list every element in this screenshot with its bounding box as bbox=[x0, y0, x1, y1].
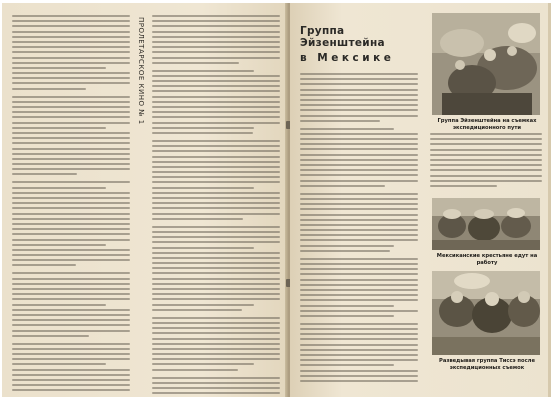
text-line bbox=[152, 278, 280, 280]
text-line bbox=[152, 197, 280, 199]
text-line bbox=[12, 324, 130, 326]
text-line bbox=[300, 115, 418, 117]
text-line bbox=[12, 223, 130, 225]
magazine-spread bbox=[2, 3, 551, 397]
text-line bbox=[152, 231, 280, 233]
text-line bbox=[300, 214, 418, 216]
text-line bbox=[300, 73, 418, 75]
text-line bbox=[300, 193, 418, 195]
text-line bbox=[152, 272, 280, 274]
text-line bbox=[12, 153, 130, 155]
text-line bbox=[12, 67, 106, 69]
right-page bbox=[290, 3, 551, 397]
text-line bbox=[152, 41, 280, 43]
text-line bbox=[152, 122, 280, 124]
text-line bbox=[12, 51, 130, 53]
text-line bbox=[152, 111, 280, 113]
text-line bbox=[300, 245, 394, 247]
text-line bbox=[12, 192, 130, 194]
text-line bbox=[12, 116, 130, 118]
text-line bbox=[12, 111, 130, 113]
text-line bbox=[152, 207, 280, 209]
text-line bbox=[152, 304, 254, 306]
text-line bbox=[152, 293, 280, 295]
text-line bbox=[430, 138, 542, 140]
text-line bbox=[12, 77, 130, 79]
text-line bbox=[300, 354, 418, 356]
text-line bbox=[300, 234, 418, 236]
text-line bbox=[12, 314, 130, 316]
text-line bbox=[152, 156, 280, 158]
text-line bbox=[12, 96, 130, 98]
article-title bbox=[300, 25, 422, 65]
text-line bbox=[300, 305, 394, 307]
text-line bbox=[152, 36, 280, 38]
text-line bbox=[152, 15, 280, 17]
text-line bbox=[12, 330, 130, 332]
text-line bbox=[152, 140, 280, 142]
text-line bbox=[12, 106, 130, 108]
text-line bbox=[12, 249, 130, 251]
text-line bbox=[12, 187, 106, 189]
text-line bbox=[300, 185, 385, 187]
text-line bbox=[300, 359, 418, 361]
photo-bottom-right bbox=[432, 271, 540, 355]
right-page-text-block bbox=[430, 133, 542, 190]
text-line bbox=[152, 353, 280, 355]
text-line bbox=[12, 132, 130, 134]
text-line bbox=[12, 272, 130, 274]
text-line bbox=[300, 273, 418, 275]
left-page-text-column-1 bbox=[12, 15, 130, 395]
article-title-line2: в Мексике bbox=[300, 52, 395, 64]
text-line bbox=[152, 226, 280, 228]
text-line bbox=[12, 62, 130, 64]
text-line bbox=[300, 219, 418, 221]
text-line bbox=[300, 208, 418, 210]
page-edge bbox=[548, 3, 551, 397]
text-line bbox=[300, 159, 418, 161]
text-line bbox=[12, 335, 89, 337]
text-line bbox=[300, 94, 418, 96]
text-line bbox=[300, 268, 418, 270]
text-line bbox=[300, 174, 418, 176]
text-line bbox=[300, 250, 390, 252]
text-line bbox=[152, 161, 280, 163]
text-line bbox=[152, 241, 280, 243]
text-line bbox=[152, 145, 280, 147]
text-line bbox=[300, 143, 418, 145]
text-line bbox=[12, 358, 130, 360]
text-line bbox=[12, 304, 106, 306]
text-line bbox=[12, 168, 130, 170]
text-line bbox=[12, 163, 130, 165]
text-line bbox=[12, 57, 130, 59]
text-line bbox=[12, 244, 106, 246]
text-line bbox=[12, 389, 130, 391]
text-line bbox=[152, 298, 280, 300]
text-line bbox=[12, 363, 106, 365]
text-line bbox=[152, 116, 280, 118]
text-line bbox=[152, 62, 239, 64]
text-line bbox=[152, 106, 280, 108]
text-line bbox=[12, 319, 130, 321]
text-line bbox=[12, 293, 130, 295]
text-line bbox=[300, 289, 418, 291]
text-line bbox=[300, 349, 418, 351]
text-line bbox=[300, 128, 394, 130]
text-line bbox=[12, 173, 77, 175]
right-page-text-column-1 bbox=[300, 73, 418, 385]
text-line bbox=[152, 202, 280, 204]
text-line bbox=[12, 197, 130, 199]
text-line bbox=[300, 344, 418, 346]
text-line bbox=[300, 315, 394, 317]
text-line bbox=[152, 85, 280, 87]
text-line bbox=[300, 133, 418, 135]
text-line bbox=[152, 348, 280, 350]
text-line bbox=[152, 51, 280, 53]
text-line bbox=[12, 142, 130, 144]
text-line bbox=[12, 148, 130, 150]
text-line bbox=[300, 279, 418, 281]
text-line bbox=[430, 133, 542, 135]
text-line bbox=[300, 284, 418, 286]
text-line bbox=[12, 264, 76, 266]
text-line bbox=[430, 180, 542, 182]
text-line bbox=[152, 332, 280, 334]
text-line bbox=[300, 380, 418, 382]
text-line bbox=[12, 20, 130, 22]
text-line bbox=[300, 258, 418, 260]
text-line bbox=[12, 15, 130, 17]
text-line bbox=[430, 143, 542, 145]
text-line bbox=[152, 343, 280, 345]
text-line bbox=[152, 218, 243, 220]
text-line bbox=[12, 127, 106, 129]
text-line bbox=[152, 392, 280, 394]
running-head-text: ПРОЛЕТАРСКОЕ КИНО № 1 bbox=[137, 17, 145, 125]
text-line bbox=[152, 80, 280, 82]
text-line bbox=[152, 382, 280, 384]
text-line bbox=[152, 176, 280, 178]
text-line bbox=[300, 370, 418, 372]
text-line bbox=[152, 322, 280, 324]
text-line bbox=[152, 57, 280, 59]
text-line bbox=[152, 288, 280, 290]
caption-2: Мексиканские крестьяне едут на работу bbox=[436, 253, 538, 266]
text-line bbox=[300, 364, 394, 366]
text-line bbox=[300, 323, 418, 325]
text-line bbox=[12, 228, 130, 230]
caption-3: Разведывая группа Тиссэ после экспедиционных съемок bbox=[439, 358, 535, 371]
text-line bbox=[152, 192, 280, 194]
text-line bbox=[300, 109, 418, 111]
text-line bbox=[430, 185, 497, 187]
text-line bbox=[152, 317, 280, 319]
text-line bbox=[300, 83, 418, 85]
caption-1: Группа Эйзенштейна на съемках экспедиционного пути bbox=[437, 118, 537, 131]
text-line bbox=[152, 132, 253, 134]
text-line bbox=[12, 254, 130, 256]
text-line bbox=[152, 127, 254, 129]
text-line bbox=[300, 333, 418, 335]
text-line bbox=[12, 158, 130, 160]
text-line bbox=[12, 202, 130, 204]
text-line bbox=[12, 25, 130, 27]
text-line bbox=[12, 259, 130, 261]
text-line bbox=[152, 309, 242, 311]
text-line bbox=[152, 283, 280, 285]
text-line bbox=[12, 384, 130, 386]
text-line bbox=[152, 181, 280, 183]
left-page-text-column-2 bbox=[152, 15, 280, 397]
text-line bbox=[12, 278, 130, 280]
text-line bbox=[12, 122, 130, 124]
text-line bbox=[430, 159, 542, 161]
text-line bbox=[12, 218, 130, 220]
article-title-line1: Группа Эйзенштейна bbox=[300, 25, 385, 49]
text-line bbox=[12, 353, 130, 355]
text-line bbox=[12, 207, 130, 209]
text-line bbox=[152, 387, 280, 389]
text-line bbox=[300, 294, 418, 296]
text-line bbox=[152, 25, 280, 27]
text-line bbox=[12, 31, 130, 33]
text-line bbox=[12, 298, 130, 300]
text-line bbox=[300, 120, 380, 122]
text-line bbox=[152, 338, 280, 340]
text-line bbox=[12, 88, 86, 90]
text-line bbox=[152, 377, 280, 379]
text-line bbox=[12, 181, 130, 183]
text-line bbox=[12, 379, 130, 381]
text-line bbox=[152, 70, 254, 72]
text-line bbox=[152, 358, 280, 360]
photo-top-right bbox=[432, 13, 540, 115]
text-line bbox=[152, 363, 254, 365]
text-line bbox=[12, 288, 130, 290]
text-line bbox=[12, 309, 130, 311]
text-line bbox=[152, 75, 280, 77]
text-line bbox=[12, 41, 130, 43]
text-line bbox=[12, 348, 130, 350]
text-line bbox=[12, 36, 130, 38]
text-line bbox=[430, 154, 542, 156]
text-line bbox=[152, 90, 280, 92]
text-line bbox=[12, 369, 130, 371]
text-line bbox=[300, 164, 418, 166]
text-line bbox=[300, 338, 418, 340]
text-line bbox=[152, 262, 280, 264]
text-line bbox=[152, 236, 280, 238]
text-line bbox=[12, 233, 130, 235]
running-head bbox=[134, 17, 146, 167]
text-line bbox=[300, 138, 418, 140]
text-line bbox=[300, 203, 418, 205]
text-line bbox=[300, 198, 418, 200]
photo-middle-right bbox=[432, 198, 540, 250]
text-line bbox=[300, 104, 418, 106]
text-line bbox=[300, 328, 418, 330]
text-line bbox=[300, 154, 418, 156]
text-line bbox=[152, 96, 280, 98]
text-line bbox=[152, 46, 280, 48]
text-line bbox=[152, 166, 280, 168]
text-line bbox=[300, 263, 418, 265]
text-line bbox=[300, 148, 418, 150]
text-line bbox=[12, 374, 130, 376]
text-line bbox=[12, 46, 130, 48]
text-line bbox=[12, 137, 130, 139]
text-line bbox=[430, 149, 542, 151]
text-line bbox=[152, 171, 280, 173]
text-line bbox=[430, 169, 542, 171]
text-line bbox=[152, 20, 280, 22]
text-line bbox=[152, 101, 280, 103]
text-line bbox=[300, 239, 418, 241]
text-line bbox=[430, 164, 542, 166]
left-page bbox=[2, 3, 288, 397]
text-line bbox=[12, 101, 130, 103]
text-line bbox=[300, 229, 418, 231]
text-line bbox=[300, 78, 418, 80]
text-line bbox=[12, 72, 130, 74]
text-line bbox=[300, 169, 418, 171]
text-line bbox=[152, 369, 238, 371]
text-line bbox=[12, 239, 130, 241]
text-line bbox=[152, 187, 254, 189]
text-line bbox=[12, 283, 130, 285]
text-line bbox=[300, 224, 418, 226]
text-line bbox=[300, 180, 418, 182]
text-line bbox=[12, 82, 130, 84]
text-line bbox=[152, 327, 280, 329]
text-line bbox=[12, 213, 130, 215]
text-line bbox=[300, 299, 418, 301]
text-line bbox=[300, 89, 418, 91]
text-line bbox=[152, 267, 280, 269]
text-line bbox=[152, 247, 254, 249]
text-line bbox=[300, 375, 418, 377]
text-line bbox=[152, 31, 280, 33]
text-line bbox=[300, 310, 418, 312]
text-line bbox=[300, 99, 418, 101]
text-line bbox=[152, 213, 280, 215]
text-line bbox=[12, 343, 130, 345]
text-line bbox=[152, 252, 280, 254]
text-line bbox=[152, 150, 280, 152]
text-line bbox=[152, 257, 280, 259]
text-line bbox=[430, 175, 542, 177]
